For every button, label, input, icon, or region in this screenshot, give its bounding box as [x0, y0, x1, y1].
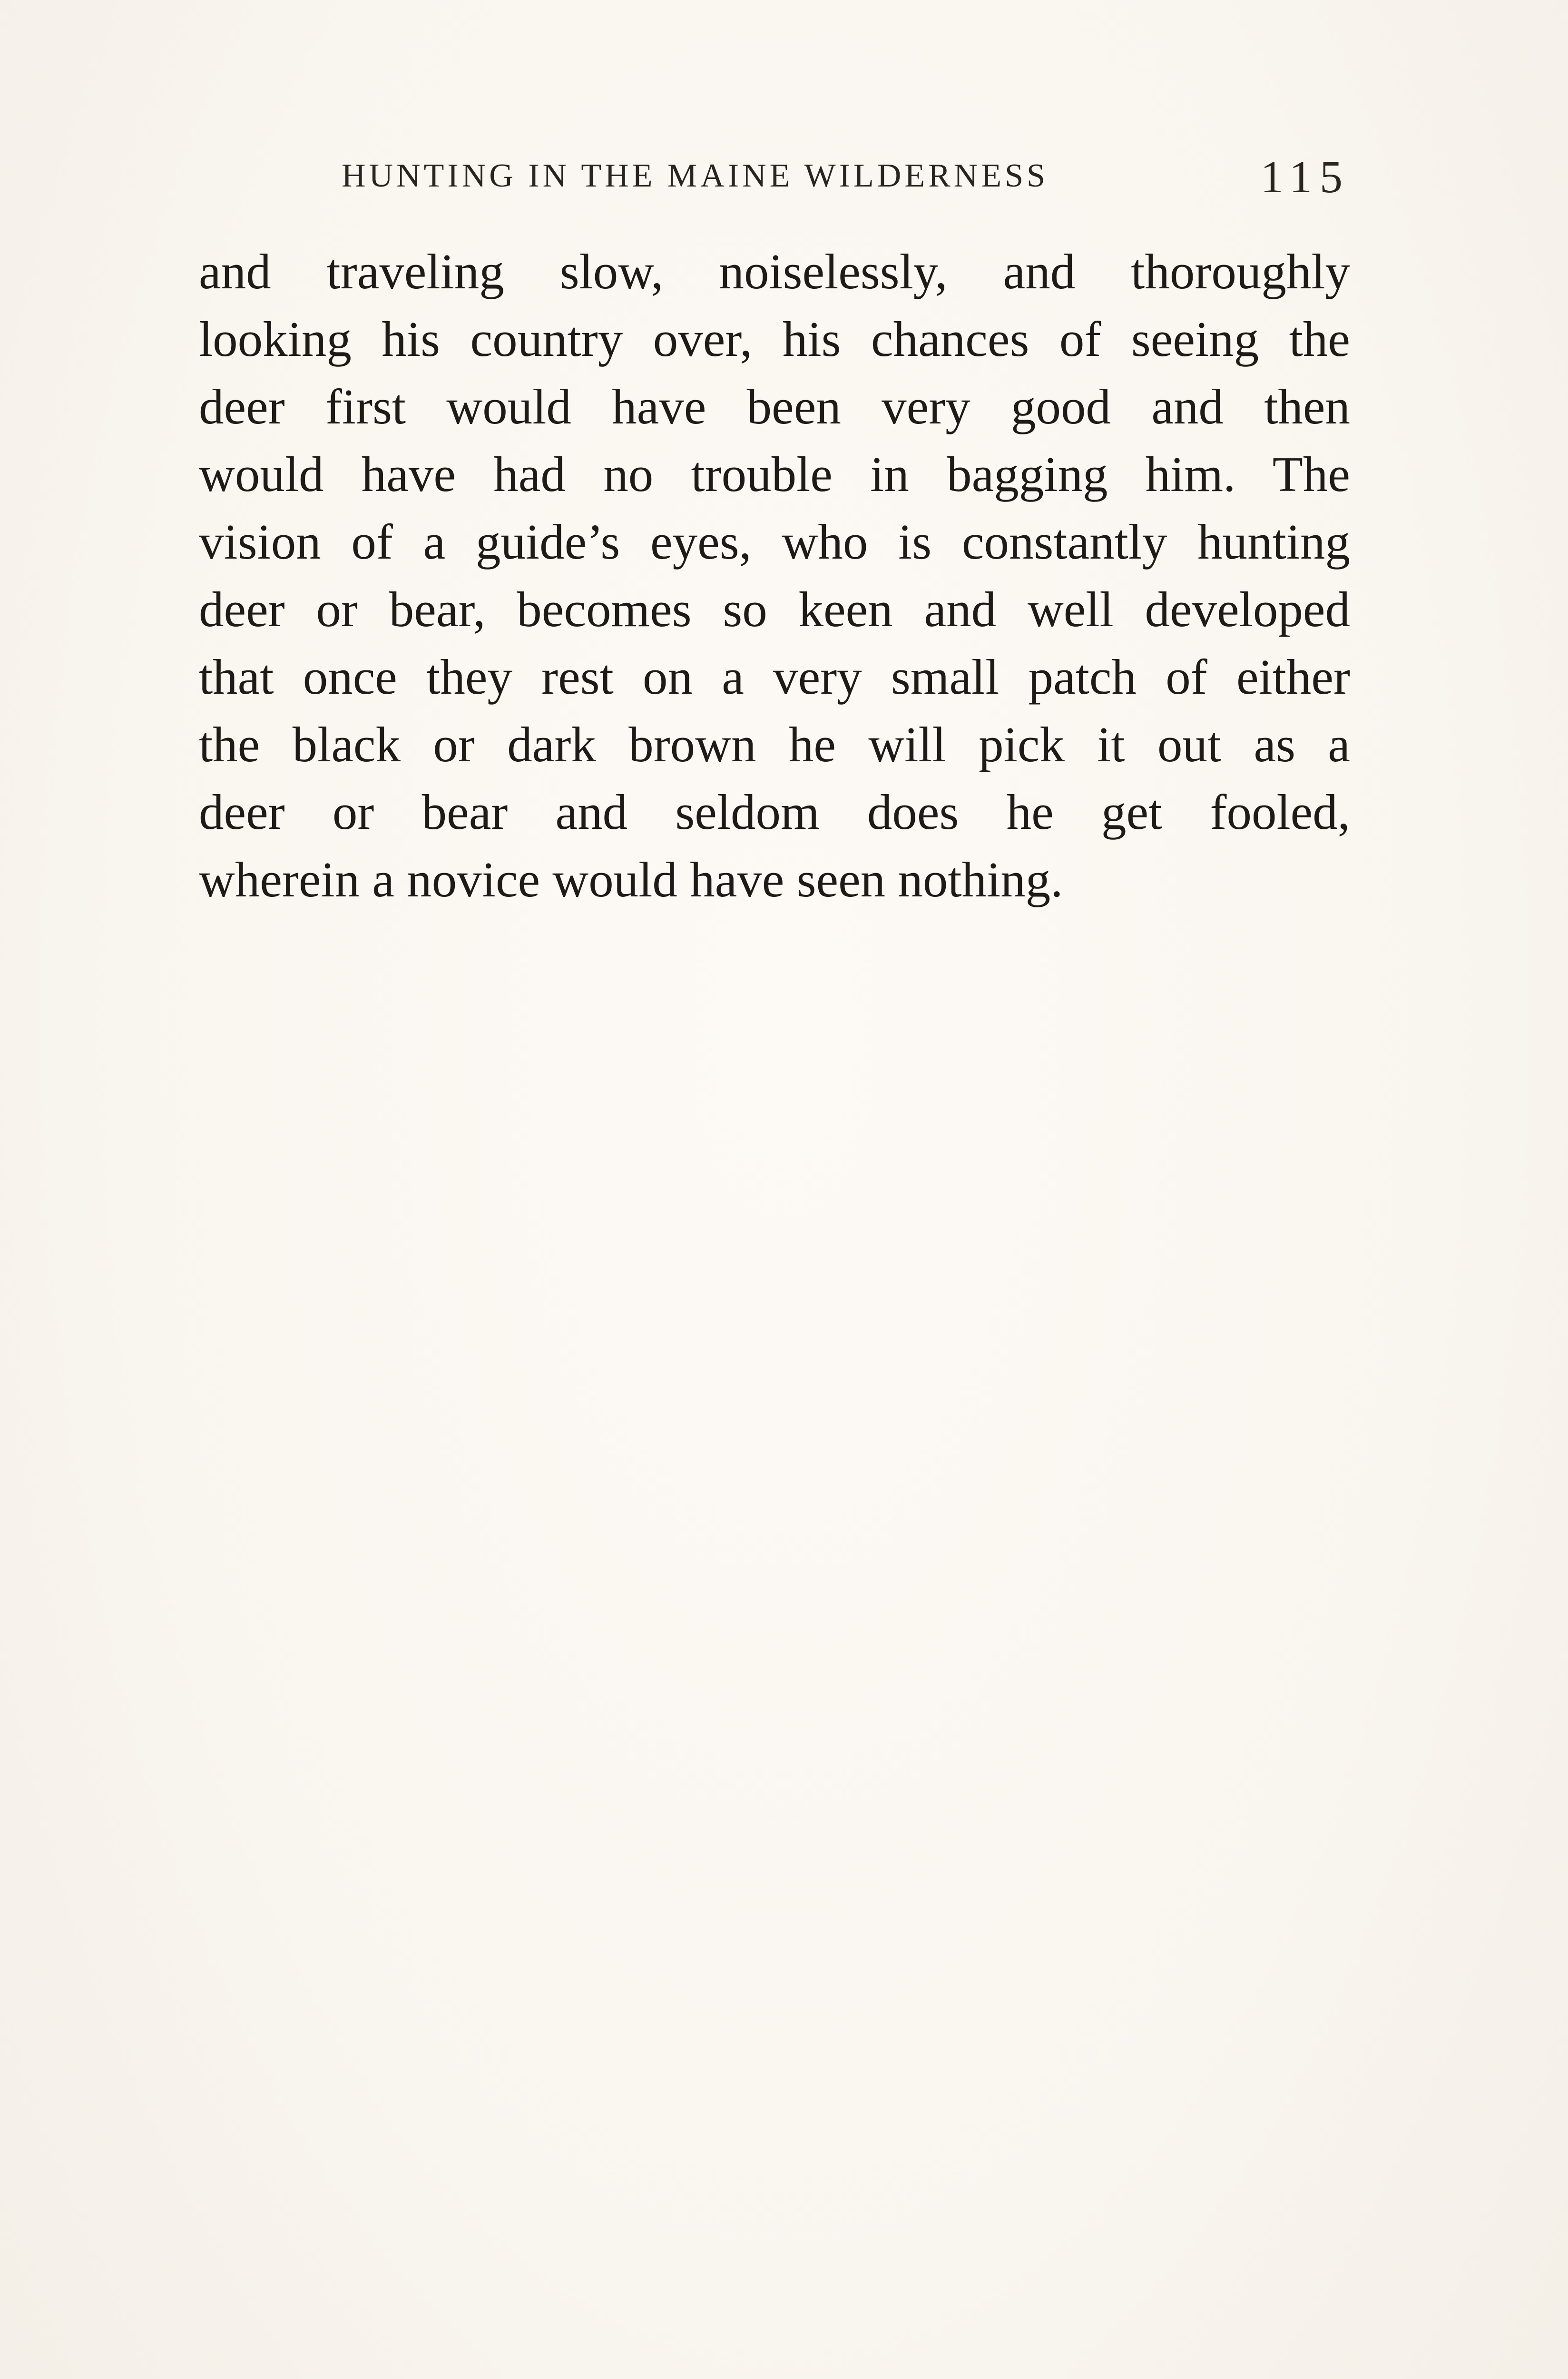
text-line: deer or bear and seldom does he get fooled, [199, 784, 1350, 840]
running-head-title: HUNTING IN THE MAINE WILDERNESS [342, 157, 1049, 194]
body-paragraph [199, 238, 1350, 914]
text-line: that once they rest on a very small patch of either [199, 649, 1350, 705]
text-line: vision of a guide’s eyes, who is constantly hunting [199, 514, 1350, 570]
running-head [342, 151, 1350, 202]
text-line: and traveling slow, noiselessly, and thoroughly [199, 244, 1350, 299]
text-line: looking his country over, his chances of seeing the [199, 311, 1350, 367]
text-line: the black or dark brown he will pick it out as a [199, 717, 1350, 772]
text-line: wherein a novice would have seen nothing. [199, 852, 1063, 907]
page-number: 115 [1260, 151, 1350, 202]
text-line: would have had no trouble in bagging him. The [199, 446, 1350, 502]
text-line: deer or bear, becomes so keen and well developed [199, 581, 1350, 637]
text-line: deer first would have been very good and then [199, 379, 1350, 434]
